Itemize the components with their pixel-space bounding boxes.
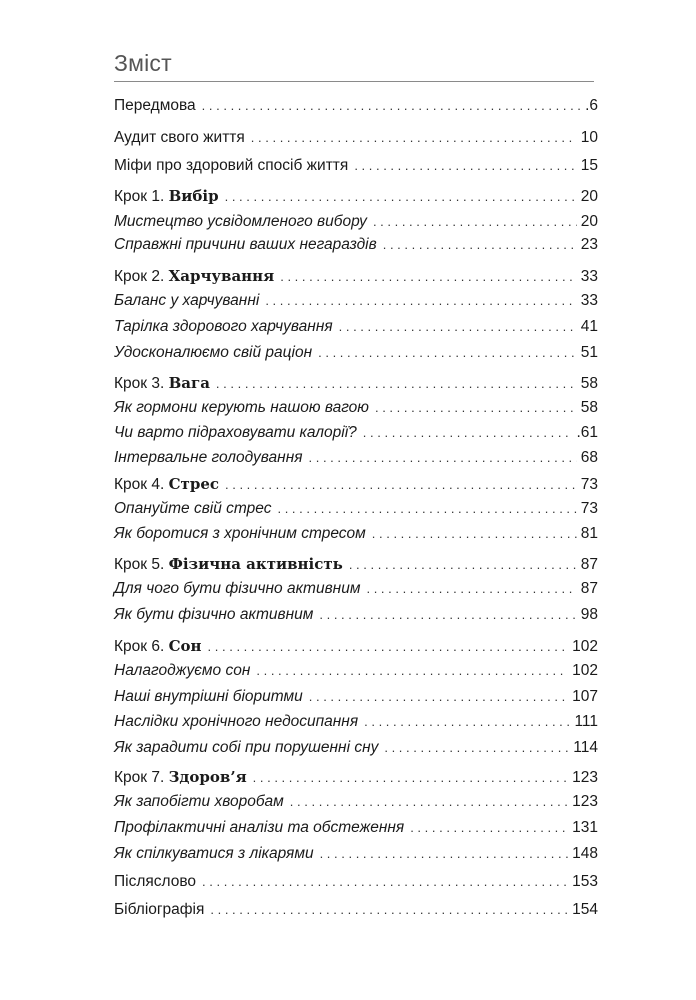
step-prefix: Крок 5. [114,556,165,573]
page-number: 41 [580,318,598,335]
page-number: 20 [580,188,598,205]
dot-leader [372,523,577,545]
entry-label: Мистецтво усвідомленого вибору [114,213,367,230]
step-prefix: Крок 3. [114,375,165,392]
page-number: 154 [572,901,598,918]
toc-subentry[interactable] [114,397,598,419]
page-number: 23 [580,236,598,253]
page-number: 33 [580,268,598,285]
toc-step-entry[interactable] [114,635,598,657]
toc-step-entry[interactable] [114,473,598,495]
dot-leader [265,290,576,312]
toc-entry[interactable] [114,95,598,117]
step-name: Сон [168,637,202,655]
page-number: 148 [572,845,598,862]
toc-subentry[interactable] [114,843,598,865]
dot-leader [366,578,576,600]
entry-label: Чи варто підраховувати калорії? [114,424,357,441]
page-number: 102 [572,662,598,679]
toc-step-entry[interactable] [114,766,598,788]
page-number: 123 [572,793,598,810]
page-number: 33 [580,292,598,309]
page-number: 73 [580,476,598,493]
entry-label: Як боротися з хронічним стресом [114,525,366,542]
step-prefix: Крок 7. [114,769,165,786]
step-heading [114,473,219,496]
dot-leader [309,447,577,469]
entry-label: Післяслово [114,873,197,890]
page-number: 58 [580,375,598,392]
toc-subentry[interactable] [114,316,598,338]
toc-subentry[interactable] [114,342,598,364]
dot-leader [349,554,577,576]
step-prefix: Крок 1. [114,188,165,205]
toc-subentry[interactable] [114,498,598,520]
page-number: 87 [580,556,598,573]
page-number: 102 [572,638,598,655]
dot-leader [225,186,577,208]
entry-label: Як бути фізично активним [114,606,314,623]
dot-leader [384,737,569,759]
step-name: Фізична активність [168,555,343,573]
page-number: 15 [580,157,598,174]
entry-label: Як спілкуватися з лікарями [114,845,314,862]
toc-subentry[interactable] [114,660,598,682]
step-name: Вага [168,374,210,392]
step-prefix: Крок 4. [114,476,165,493]
dot-leader [290,791,568,813]
step-heading [114,635,202,658]
toc-entry[interactable] [114,155,598,177]
page-number: 51 [580,344,598,361]
page-number: 98 [580,606,598,623]
page-number: 81 [580,525,598,542]
toc-subentry[interactable] [114,737,598,759]
page-number: 10 [580,129,598,146]
step-heading [114,265,274,288]
dot-leader [339,316,577,338]
page-number: 131 [572,819,598,836]
page-number: 153 [572,873,598,890]
page-number: .6 [585,97,598,114]
dot-leader [251,127,577,149]
entry-label: Для чого бути фізично активним [114,580,361,597]
dot-leader [319,604,576,626]
entry-label: Як зарадити собі при порушенні сну [114,739,379,756]
step-heading [114,185,219,208]
dot-leader [216,373,577,395]
dot-leader [253,767,568,789]
toc-subentry[interactable] [114,290,598,312]
page-number: 58 [580,399,598,416]
toc-entry[interactable] [114,899,598,921]
entry-label: Справжні причини ваших негараздів [114,236,377,253]
entry-label: Тарілка здорового харчування [114,318,333,335]
entry-label: Налагоджуємо сон [114,662,251,679]
dot-leader [410,817,568,839]
entry-label: Як запобігти хворобам [114,793,284,810]
entry-label: Наші внутрішні біоритми [114,688,303,705]
entry-label: Опануйте свій стрес [114,500,272,517]
toc-step-entry[interactable] [114,265,598,287]
page-number: 87 [580,580,598,597]
toc-subentry[interactable] [114,578,598,600]
dot-leader [225,474,577,496]
page-number: 111 [574,713,598,730]
entry-label: Бібліографія [114,901,205,918]
step-prefix: Крок 6. [114,638,165,655]
entry-label: Аудит свого життя [114,129,245,146]
toc-entry[interactable] [114,127,598,149]
entry-label: Баланс у харчуванні [114,292,260,309]
dot-leader [202,95,581,117]
dot-leader [364,711,570,733]
toc-subentry[interactable] [114,447,598,469]
page-number: 123 [572,769,598,786]
page-title: Зміст [114,50,172,76]
toc-subentry[interactable] [114,711,598,733]
toc-subentry[interactable] [114,604,598,626]
entry-label: Наслідки хронічного недосипання [114,713,359,730]
dot-leader [309,686,568,708]
dot-leader [375,397,577,419]
toc-subentry[interactable] [114,211,598,233]
dot-leader [208,636,569,658]
toc-subentry[interactable] [114,791,598,813]
dot-leader [320,843,569,865]
page-number: 68 [580,449,598,466]
dot-leader [354,155,576,177]
page-number: .61 [576,424,598,441]
entry-label: Профілактичні аналізи та обстеження [114,819,405,836]
step-heading [114,766,247,789]
toc-subentry[interactable] [114,422,598,444]
dot-leader [256,660,568,682]
dot-leader [202,871,568,893]
toc-entry[interactable] [114,871,598,893]
toc-step-entry[interactable] [114,185,598,207]
entry-label: Передмова [114,97,196,114]
dot-leader [318,342,577,364]
step-name: Вибір [168,187,219,205]
entry-label: Інтервальне голодування [114,449,303,466]
step-prefix: Крок 2. [114,268,165,285]
step-name: Стрес [168,475,220,493]
title-divider [114,81,594,82]
dot-leader [373,211,577,233]
step-heading [114,553,343,576]
entry-label: Як гормони керують нашою вагою [114,399,369,416]
toc-step-entry[interactable] [114,372,598,394]
page-number: 20 [580,213,598,230]
step-name: Здоров’я [168,768,247,786]
entry-label: Міфи про здоровий спосіб життя [114,157,349,174]
toc-subentry[interactable] [114,686,598,708]
entry-label: Удосконалюємо свій раціон [114,344,313,361]
dot-leader [280,266,577,288]
page-number: 114 [573,739,598,756]
toc-subentry[interactable] [114,523,598,545]
toc-step-entry[interactable] [114,553,598,575]
dot-leader [277,498,576,520]
step-name: Харчування [168,267,275,285]
page-number: 107 [572,688,598,705]
step-heading [114,372,210,395]
page-number: 73 [580,500,598,517]
dot-leader [383,234,577,256]
toc-subentry[interactable] [114,234,598,256]
dot-leader [363,422,573,444]
toc-subentry[interactable] [114,817,598,839]
dot-leader [210,899,568,921]
